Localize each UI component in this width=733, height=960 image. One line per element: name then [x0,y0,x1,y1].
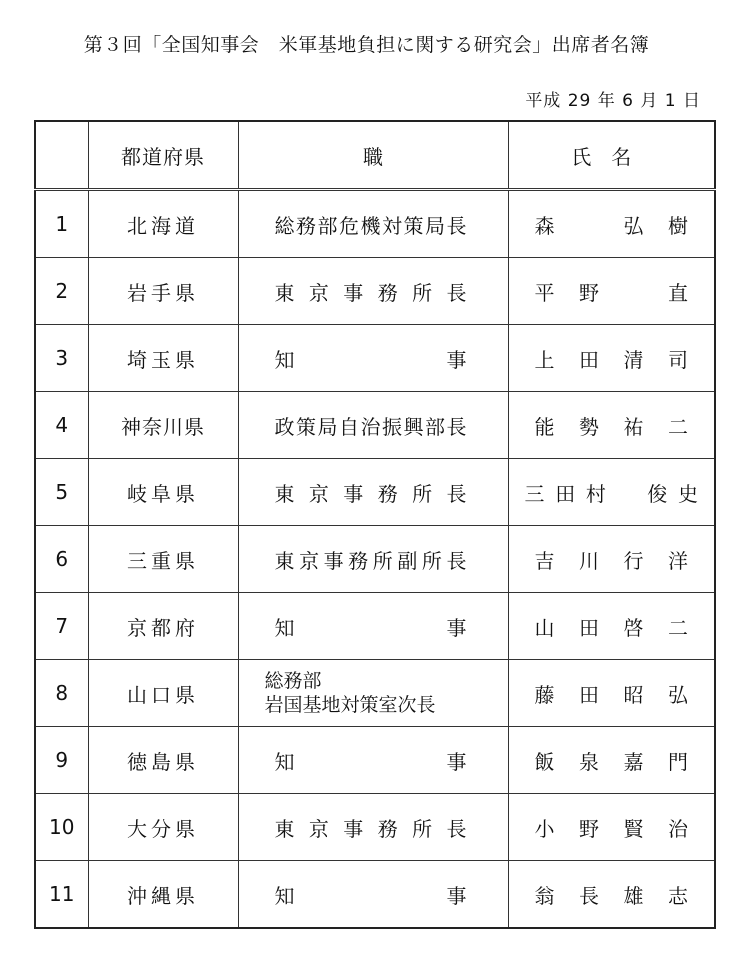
header-number [35,121,88,190]
header-prefecture: 都道府県 [88,121,238,190]
table-row [35,727,715,794]
row-name: 吉川行洋 [508,526,715,593]
table-row [35,526,715,593]
table-row [35,258,715,325]
table-row [35,190,715,258]
document-title: 第３回「全国知事会 米軍基地負担に関する研究会」出席者名簿 [83,34,650,56]
row-position: 政策局自治振興部長 [238,392,508,459]
table-row [35,660,715,727]
row-number: 4 [35,392,88,459]
row-number: 10 [35,794,88,861]
row-number: 8 [35,660,88,727]
table-row [35,325,715,392]
row-number: 2 [35,258,88,325]
table-row [35,593,715,660]
table-row [35,861,715,929]
row-prefecture: 岐阜県 [88,459,238,526]
row-number: 3 [35,325,88,392]
row-name: 三田村 俊史 [508,459,715,526]
row-number: 6 [35,526,88,593]
row-number: 11 [35,861,88,929]
row-name: 森 弘樹 [508,190,715,258]
row-position: 東京事務所副所長 [238,526,508,593]
row-name: 山田啓二 [508,593,715,660]
document-date: 平成 29 年 6 月 1 日 [525,91,701,111]
row-position: 総務部危機対策局長 [238,190,508,258]
table-header-row [35,121,715,190]
row-name: 翁長雄志 [508,861,715,929]
row-name: 飯泉嘉門 [508,727,715,794]
row-position-line1: 総務部 [264,670,322,692]
row-name: 藤田昭弘 [508,660,715,727]
row-position: 知事 [238,325,508,392]
row-position [238,660,508,727]
row-position: 東京事務所長 [238,794,508,861]
table-row [35,459,715,526]
row-prefecture: 京都府 [88,593,238,660]
row-name: 上田清司 [508,325,715,392]
row-prefecture: 神奈川県 [88,392,238,459]
row-position-line2: 岩国基地対策室次長 [264,694,436,716]
row-position: 東京事務所長 [238,459,508,526]
row-name: 平野 直 [508,258,715,325]
row-number: 7 [35,593,88,660]
row-number: 1 [35,190,88,258]
row-name: 能勢祐二 [508,392,715,459]
row-position: 東京事務所長 [238,258,508,325]
table-row [35,392,715,459]
row-position: 知事 [238,593,508,660]
table-row [35,794,715,861]
row-number: 9 [35,727,88,794]
row-prefecture: 岩手県 [88,258,238,325]
attendee-table [34,120,716,929]
row-prefecture: 北海道 [88,190,238,258]
row-name: 小野賢治 [508,794,715,861]
row-prefecture: 山口県 [88,660,238,727]
row-prefecture: 大分県 [88,794,238,861]
row-prefecture: 沖縄県 [88,861,238,929]
header-position: 職 [238,121,508,190]
row-prefecture: 埼玉県 [88,325,238,392]
header-name: 氏名 [508,121,715,190]
row-position: 知事 [238,727,508,794]
row-prefecture: 徳島県 [88,727,238,794]
row-position: 知事 [238,861,508,929]
row-prefecture: 三重県 [88,526,238,593]
row-number: 5 [35,459,88,526]
